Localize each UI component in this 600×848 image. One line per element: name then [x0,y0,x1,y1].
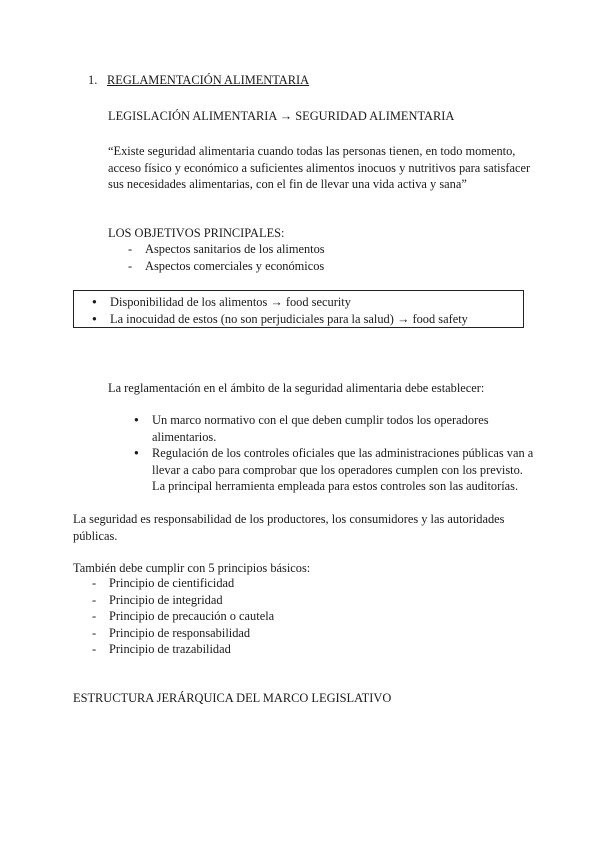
objectives-title: LOS OBJETIVOS PRINCIPALES: [108,226,285,240]
list-item: - Principio de cientificidad [92,575,274,592]
list-item: - Principio de precaución o cautela [92,608,274,625]
subheading: LEGISLACIÓN ALIMENTARIA → SEGURIDAD ALIMENTARIA [108,109,455,123]
regulation-list [124,412,534,495]
list-item: - Principio de responsabilidad [92,625,274,642]
list-item: - Principio de integridad [92,592,274,609]
list-item: ● Un marco normativo con el que deben cumplir todos los operadores alimentarios. [124,412,534,445]
definition-quote: “Existe seguridad alimentaria cuando todas las personas tienen, en todo momento, acceso físico y económico a suficientes alimentos inocuos y nutritivos para satisfacer sus necesidades alimentarias, con el fin de llevar una vida activa y sana” [108,144,531,191]
list-item: ● Disponibilidad de los alimentos → food security [82,294,468,311]
section-title: REGLAMENTACIÓN ALIMENTARIA [107,73,310,87]
highlight-list [82,294,468,327]
regulation-intro: La reglamentación en el ámbito de la seguridad alimentaria debe establecer: [108,381,485,395]
structure-heading: ESTRUCTURA JERÁRQUICA DEL MARCO LEGISLATIVO [73,691,392,705]
section-number: 1. [88,73,98,87]
list-item: - Principio de trazabilidad [92,641,274,658]
responsibility-paragraph: La seguridad es responsabilidad de los productores, los consumidores y las autoridades públicas. [73,512,505,543]
principles-intro: También debe cumplir con 5 principios básicos: [73,561,311,575]
objectives-list [128,241,325,274]
list-item: - Aspectos comerciales y económicos [128,258,325,275]
list-item: ● Regulación de los controles oficiales que las administraciones públicas van a llevar a cabo para comprobar que los operadores cumplen con los previsto. La principal herramienta empleada para estos controles son las auditorías. [124,445,534,495]
list-item: ● La inocuidad de estos (no son perjudiciales para la salud) → food safety [82,311,468,328]
list-item: - Aspectos sanitarios de los alimentos [128,241,325,258]
principles-list [92,575,274,658]
highlight-box [73,290,524,328]
section-heading [88,72,309,89]
